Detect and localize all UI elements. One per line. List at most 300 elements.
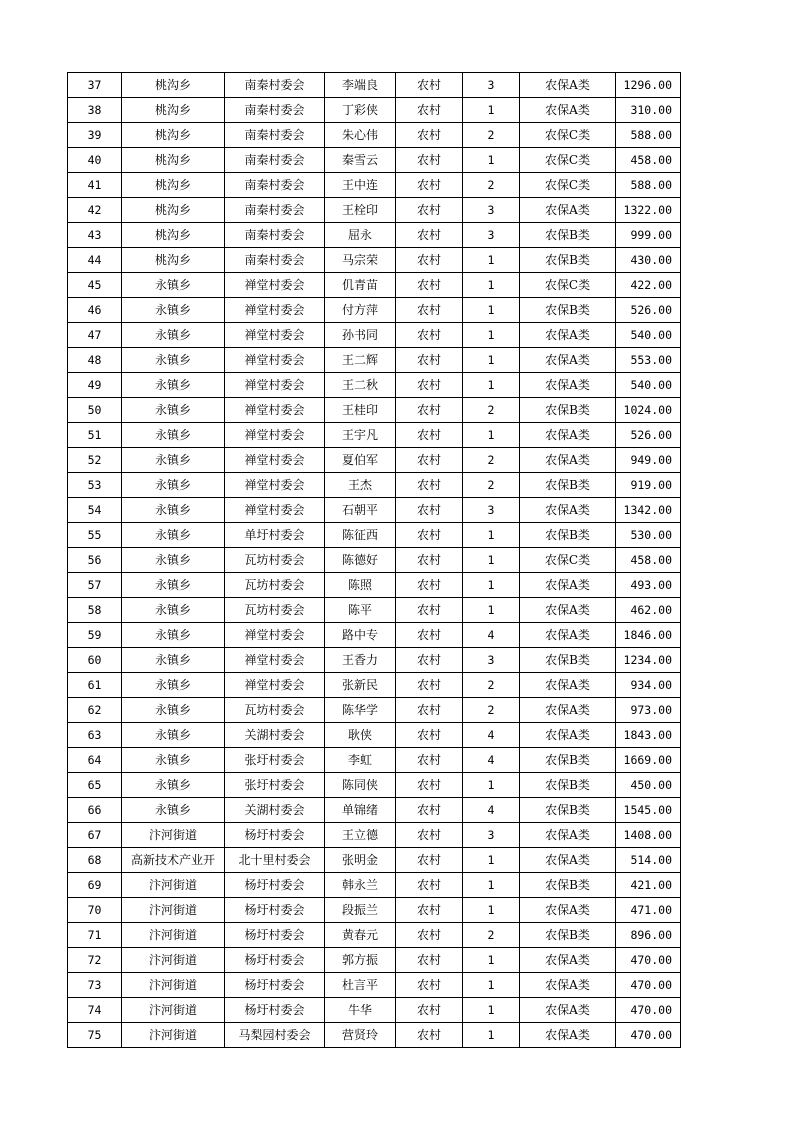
insurance-category-cell: 农保B类 <box>520 298 616 323</box>
area-type-cell: 农村 <box>396 998 463 1023</box>
table-row <box>68 398 681 423</box>
township-cell: 永镇乡 <box>122 523 225 548</box>
row-number-cell: 38 <box>68 98 122 123</box>
village-cell: 禅堂村委会 <box>225 673 325 698</box>
insurance-category-cell: 农保B类 <box>520 923 616 948</box>
township-cell: 高新技术产业开 <box>122 848 225 873</box>
household-count-cell: 1 <box>463 298 520 323</box>
table-row <box>68 623 681 648</box>
row-number-cell: 69 <box>68 873 122 898</box>
village-cell: 瓦坊村委会 <box>225 698 325 723</box>
village-cell: 杨圩村委会 <box>225 873 325 898</box>
amount-cell: 1322.00 <box>616 198 681 223</box>
person-name-cell: 秦雪云 <box>325 148 396 173</box>
row-number-cell: 53 <box>68 473 122 498</box>
person-name-cell: 营贤玲 <box>325 1023 396 1048</box>
person-name-cell: 王栓印 <box>325 198 396 223</box>
area-type-cell: 农村 <box>396 148 463 173</box>
insurance-category-cell: 农保B类 <box>520 873 616 898</box>
table-row <box>68 73 681 98</box>
area-type-cell: 农村 <box>396 598 463 623</box>
row-number-cell: 52 <box>68 448 122 473</box>
person-name-cell: 王桂印 <box>325 398 396 423</box>
insurance-category-cell: 农保B类 <box>520 473 616 498</box>
township-cell: 永镇乡 <box>122 623 225 648</box>
village-cell: 南秦村委会 <box>225 148 325 173</box>
township-cell: 汴河街道 <box>122 873 225 898</box>
insurance-category-cell: 农保A类 <box>520 673 616 698</box>
area-type-cell: 农村 <box>396 723 463 748</box>
row-number-cell: 62 <box>68 698 122 723</box>
household-count-cell: 4 <box>463 723 520 748</box>
household-count-cell: 1 <box>463 573 520 598</box>
row-number-cell: 51 <box>68 423 122 448</box>
township-cell: 桃沟乡 <box>122 73 225 98</box>
household-count-cell: 3 <box>463 498 520 523</box>
village-cell: 杨圩村委会 <box>225 898 325 923</box>
row-number-cell: 54 <box>68 498 122 523</box>
area-type-cell: 农村 <box>396 973 463 998</box>
area-type-cell: 农村 <box>396 198 463 223</box>
village-cell: 禅堂村委会 <box>225 398 325 423</box>
area-type-cell: 农村 <box>396 448 463 473</box>
township-cell: 汴河街道 <box>122 1023 225 1048</box>
township-cell: 永镇乡 <box>122 273 225 298</box>
village-cell: 关湖村委会 <box>225 723 325 748</box>
row-number-cell: 72 <box>68 948 122 973</box>
area-type-cell: 农村 <box>396 823 463 848</box>
household-count-cell: 2 <box>463 173 520 198</box>
person-name-cell: 单锦绪 <box>325 798 396 823</box>
village-cell: 禅堂村委会 <box>225 648 325 673</box>
area-type-cell: 农村 <box>396 348 463 373</box>
insurance-category-cell: 农保B类 <box>520 748 616 773</box>
village-cell: 南秦村委会 <box>225 73 325 98</box>
area-type-cell: 农村 <box>396 473 463 498</box>
table-row <box>68 548 681 573</box>
table-row <box>68 198 681 223</box>
insurance-category-cell: 农保A类 <box>520 373 616 398</box>
insurance-category-cell: 农保A类 <box>520 823 616 848</box>
insurance-category-cell: 农保A类 <box>520 723 616 748</box>
amount-cell: 470.00 <box>616 948 681 973</box>
township-cell: 桃沟乡 <box>122 248 225 273</box>
amount-cell: 1843.00 <box>616 723 681 748</box>
person-name-cell: 王二辉 <box>325 348 396 373</box>
area-type-cell: 农村 <box>396 98 463 123</box>
township-cell: 永镇乡 <box>122 348 225 373</box>
township-cell: 永镇乡 <box>122 423 225 448</box>
row-number-cell: 73 <box>68 973 122 998</box>
area-type-cell: 农村 <box>396 173 463 198</box>
amount-cell: 1669.00 <box>616 748 681 773</box>
area-type-cell: 农村 <box>396 423 463 448</box>
insurance-category-cell: 农保B类 <box>520 773 616 798</box>
row-number-cell: 45 <box>68 273 122 298</box>
table-body <box>68 73 681 1048</box>
amount-cell: 540.00 <box>616 373 681 398</box>
household-count-cell: 1 <box>463 998 520 1023</box>
table-row <box>68 898 681 923</box>
row-number-cell: 75 <box>68 1023 122 1048</box>
person-name-cell: 夏伯军 <box>325 448 396 473</box>
amount-cell: 896.00 <box>616 923 681 948</box>
area-type-cell: 农村 <box>396 398 463 423</box>
insurance-category-cell: 农保A类 <box>520 323 616 348</box>
village-cell: 张圩村委会 <box>225 773 325 798</box>
insurance-category-cell: 农保C类 <box>520 123 616 148</box>
person-name-cell: 路中专 <box>325 623 396 648</box>
township-cell: 永镇乡 <box>122 323 225 348</box>
township-cell: 永镇乡 <box>122 748 225 773</box>
amount-cell: 553.00 <box>616 348 681 373</box>
insurance-category-cell: 农保A类 <box>520 423 616 448</box>
table-row <box>68 223 681 248</box>
table-row <box>68 973 681 998</box>
row-number-cell: 74 <box>68 998 122 1023</box>
amount-cell: 450.00 <box>616 773 681 798</box>
table-row <box>68 148 681 173</box>
insurance-category-cell: 农保A类 <box>520 573 616 598</box>
amount-cell: 470.00 <box>616 998 681 1023</box>
table-row <box>68 873 681 898</box>
township-cell: 永镇乡 <box>122 798 225 823</box>
insurance-category-cell: 农保C类 <box>520 173 616 198</box>
township-cell: 桃沟乡 <box>122 98 225 123</box>
area-type-cell: 农村 <box>396 373 463 398</box>
insurance-category-cell: 农保C类 <box>520 148 616 173</box>
person-name-cell: 李虹 <box>325 748 396 773</box>
household-count-cell: 1 <box>463 273 520 298</box>
area-type-cell: 农村 <box>396 323 463 348</box>
household-count-cell: 1 <box>463 773 520 798</box>
amount-cell: 1234.00 <box>616 648 681 673</box>
person-name-cell: 付方萍 <box>325 298 396 323</box>
village-cell: 关湖村委会 <box>225 798 325 823</box>
area-type-cell: 农村 <box>396 773 463 798</box>
village-cell: 杨圩村委会 <box>225 923 325 948</box>
insurance-category-cell: 农保B类 <box>520 648 616 673</box>
row-number-cell: 50 <box>68 398 122 423</box>
township-cell: 永镇乡 <box>122 448 225 473</box>
township-cell: 永镇乡 <box>122 298 225 323</box>
village-cell: 禅堂村委会 <box>225 348 325 373</box>
amount-cell: 526.00 <box>616 298 681 323</box>
village-cell: 杨圩村委会 <box>225 973 325 998</box>
person-name-cell: 黄春元 <box>325 923 396 948</box>
row-number-cell: 55 <box>68 523 122 548</box>
household-count-cell: 4 <box>463 748 520 773</box>
table-row <box>68 773 681 798</box>
area-type-cell: 农村 <box>396 923 463 948</box>
household-count-cell: 1 <box>463 148 520 173</box>
area-type-cell: 农村 <box>396 548 463 573</box>
insurance-category-cell: 农保B类 <box>520 248 616 273</box>
amount-cell: 1545.00 <box>616 798 681 823</box>
row-number-cell: 57 <box>68 573 122 598</box>
amount-cell: 1408.00 <box>616 823 681 848</box>
area-type-cell: 农村 <box>396 623 463 648</box>
village-cell: 杨圩村委会 <box>225 823 325 848</box>
row-number-cell: 44 <box>68 248 122 273</box>
person-name-cell: 耿侠 <box>325 723 396 748</box>
table-row <box>68 348 681 373</box>
person-name-cell: 陈照 <box>325 573 396 598</box>
insurance-category-cell: 农保A类 <box>520 1023 616 1048</box>
person-name-cell: 王杰 <box>325 473 396 498</box>
table-row <box>68 798 681 823</box>
area-type-cell: 农村 <box>396 873 463 898</box>
area-type-cell: 农村 <box>396 73 463 98</box>
village-cell: 北十里村委会 <box>225 848 325 873</box>
insurance-category-cell: 农保C类 <box>520 273 616 298</box>
person-name-cell: 朱心伟 <box>325 123 396 148</box>
table-row <box>68 923 681 948</box>
amount-cell: 471.00 <box>616 898 681 923</box>
township-cell: 永镇乡 <box>122 398 225 423</box>
amount-cell: 999.00 <box>616 223 681 248</box>
village-cell: 单圩村委会 <box>225 523 325 548</box>
insurance-category-cell: 农保A类 <box>520 848 616 873</box>
table-row <box>68 273 681 298</box>
amount-cell: 530.00 <box>616 523 681 548</box>
household-count-cell: 1 <box>463 873 520 898</box>
village-cell: 禅堂村委会 <box>225 298 325 323</box>
row-number-cell: 47 <box>68 323 122 348</box>
village-cell: 南秦村委会 <box>225 198 325 223</box>
village-cell: 南秦村委会 <box>225 123 325 148</box>
household-count-cell: 1 <box>463 848 520 873</box>
person-name-cell: 石朝平 <box>325 498 396 523</box>
amount-cell: 1024.00 <box>616 398 681 423</box>
table-row <box>68 748 681 773</box>
township-cell: 永镇乡 <box>122 573 225 598</box>
amount-cell: 540.00 <box>616 323 681 348</box>
row-number-cell: 71 <box>68 923 122 948</box>
area-type-cell: 农村 <box>396 1023 463 1048</box>
row-number-cell: 67 <box>68 823 122 848</box>
row-number-cell: 58 <box>68 598 122 623</box>
township-cell: 汴河街道 <box>122 823 225 848</box>
household-count-cell: 3 <box>463 73 520 98</box>
household-count-cell: 1 <box>463 523 520 548</box>
amount-cell: 493.00 <box>616 573 681 598</box>
person-name-cell: 牛华 <box>325 998 396 1023</box>
area-type-cell: 农村 <box>396 248 463 273</box>
row-number-cell: 43 <box>68 223 122 248</box>
township-cell: 永镇乡 <box>122 598 225 623</box>
table-row <box>68 998 681 1023</box>
person-name-cell: 马宗荣 <box>325 248 396 273</box>
village-cell: 南秦村委会 <box>225 223 325 248</box>
person-name-cell: 张明金 <box>325 848 396 873</box>
amount-cell: 421.00 <box>616 873 681 898</box>
village-cell: 禅堂村委会 <box>225 623 325 648</box>
person-name-cell: 王中连 <box>325 173 396 198</box>
amount-cell: 588.00 <box>616 173 681 198</box>
table-row <box>68 673 681 698</box>
person-name-cell: 王立德 <box>325 823 396 848</box>
table-row <box>68 573 681 598</box>
amount-cell: 949.00 <box>616 448 681 473</box>
table-row <box>68 648 681 673</box>
insurance-category-cell: 农保A类 <box>520 623 616 648</box>
row-number-cell: 41 <box>68 173 122 198</box>
household-count-cell: 4 <box>463 623 520 648</box>
table-row <box>68 523 681 548</box>
insurance-category-cell: 农保A类 <box>520 448 616 473</box>
amount-cell: 470.00 <box>616 973 681 998</box>
row-number-cell: 49 <box>68 373 122 398</box>
area-type-cell: 农村 <box>396 698 463 723</box>
table-row <box>68 698 681 723</box>
insurance-category-cell: 农保A类 <box>520 598 616 623</box>
area-type-cell: 农村 <box>396 898 463 923</box>
township-cell: 桃沟乡 <box>122 123 225 148</box>
township-cell: 永镇乡 <box>122 373 225 398</box>
household-count-cell: 1 <box>463 973 520 998</box>
person-name-cell: 陈同侠 <box>325 773 396 798</box>
table-row <box>68 598 681 623</box>
amount-cell: 934.00 <box>616 673 681 698</box>
township-cell: 永镇乡 <box>122 473 225 498</box>
area-type-cell: 农村 <box>396 573 463 598</box>
village-cell: 禅堂村委会 <box>225 423 325 448</box>
amount-cell: 458.00 <box>616 148 681 173</box>
insurance-category-cell: 农保A类 <box>520 973 616 998</box>
area-type-cell: 农村 <box>396 648 463 673</box>
household-count-cell: 2 <box>463 923 520 948</box>
township-cell: 汴河街道 <box>122 998 225 1023</box>
township-cell: 汴河街道 <box>122 923 225 948</box>
insurance-category-cell: 农保A类 <box>520 73 616 98</box>
household-count-cell: 1 <box>463 98 520 123</box>
person-name-cell: 张新民 <box>325 673 396 698</box>
amount-cell: 310.00 <box>616 98 681 123</box>
person-name-cell: 王宇凡 <box>325 423 396 448</box>
row-number-cell: 56 <box>68 548 122 573</box>
amount-cell: 526.00 <box>616 423 681 448</box>
amount-cell: 1342.00 <box>616 498 681 523</box>
area-type-cell: 农村 <box>396 798 463 823</box>
village-cell: 张圩村委会 <box>225 748 325 773</box>
insurance-category-cell: 农保B类 <box>520 798 616 823</box>
table-row <box>68 323 681 348</box>
row-number-cell: 70 <box>68 898 122 923</box>
insurance-category-cell: 农保A类 <box>520 698 616 723</box>
area-type-cell: 农村 <box>396 273 463 298</box>
household-count-cell: 1 <box>463 323 520 348</box>
table-row <box>68 823 681 848</box>
village-cell: 禅堂村委会 <box>225 473 325 498</box>
amount-cell: 919.00 <box>616 473 681 498</box>
amount-cell: 470.00 <box>616 1023 681 1048</box>
row-number-cell: 61 <box>68 673 122 698</box>
village-cell: 马梨园村委会 <box>225 1023 325 1048</box>
township-cell: 桃沟乡 <box>122 198 225 223</box>
insurance-category-cell: 农保B类 <box>520 523 616 548</box>
village-cell: 南秦村委会 <box>225 173 325 198</box>
township-cell: 永镇乡 <box>122 498 225 523</box>
household-count-cell: 3 <box>463 648 520 673</box>
village-cell: 禅堂村委会 <box>225 323 325 348</box>
table-row <box>68 723 681 748</box>
row-number-cell: 66 <box>68 798 122 823</box>
township-cell: 永镇乡 <box>122 548 225 573</box>
row-number-cell: 37 <box>68 73 122 98</box>
insurance-category-cell: 农保A类 <box>520 98 616 123</box>
household-count-cell: 1 <box>463 248 520 273</box>
village-cell: 禅堂村委会 <box>225 448 325 473</box>
insurance-category-cell: 农保B类 <box>520 223 616 248</box>
insurance-category-cell: 农保B类 <box>520 398 616 423</box>
insurance-category-cell: 农保C类 <box>520 548 616 573</box>
insurance-category-cell: 农保A类 <box>520 948 616 973</box>
person-name-cell: 段振兰 <box>325 898 396 923</box>
area-type-cell: 农村 <box>396 948 463 973</box>
household-count-cell: 2 <box>463 698 520 723</box>
row-number-cell: 46 <box>68 298 122 323</box>
household-count-cell: 1 <box>463 348 520 373</box>
household-count-cell: 1 <box>463 948 520 973</box>
household-count-cell: 4 <box>463 798 520 823</box>
amount-cell: 422.00 <box>616 273 681 298</box>
insurance-category-cell: 农保A类 <box>520 348 616 373</box>
village-cell: 瓦坊村委会 <box>225 573 325 598</box>
person-name-cell: 孙书同 <box>325 323 396 348</box>
area-type-cell: 农村 <box>396 848 463 873</box>
village-cell: 禅堂村委会 <box>225 273 325 298</box>
table-row <box>68 948 681 973</box>
table-row <box>68 423 681 448</box>
area-type-cell: 农村 <box>396 523 463 548</box>
township-cell: 桃沟乡 <box>122 173 225 198</box>
household-count-cell: 1 <box>463 373 520 398</box>
table-row <box>68 173 681 198</box>
amount-cell: 973.00 <box>616 698 681 723</box>
township-cell: 汴河街道 <box>122 898 225 923</box>
area-type-cell: 农村 <box>396 498 463 523</box>
amount-cell: 514.00 <box>616 848 681 873</box>
township-cell: 永镇乡 <box>122 723 225 748</box>
table-row <box>68 373 681 398</box>
household-count-cell: 2 <box>463 398 520 423</box>
household-count-cell: 1 <box>463 898 520 923</box>
person-name-cell: 陈德好 <box>325 548 396 573</box>
person-name-cell: 陈华学 <box>325 698 396 723</box>
row-number-cell: 48 <box>68 348 122 373</box>
area-type-cell: 农村 <box>396 223 463 248</box>
amount-cell: 430.00 <box>616 248 681 273</box>
person-name-cell: 王香力 <box>325 648 396 673</box>
area-type-cell: 农村 <box>396 298 463 323</box>
village-cell: 杨圩村委会 <box>225 998 325 1023</box>
household-count-cell: 1 <box>463 548 520 573</box>
township-cell: 永镇乡 <box>122 648 225 673</box>
person-name-cell: 陈征西 <box>325 523 396 548</box>
household-count-cell: 1 <box>463 423 520 448</box>
township-cell: 永镇乡 <box>122 673 225 698</box>
household-count-cell: 2 <box>463 123 520 148</box>
household-count-cell: 1 <box>463 598 520 623</box>
area-type-cell: 农村 <box>396 748 463 773</box>
table-row <box>68 248 681 273</box>
household-count-cell: 2 <box>463 673 520 698</box>
amount-cell: 462.00 <box>616 598 681 623</box>
township-cell: 桃沟乡 <box>122 148 225 173</box>
insurance-category-cell: 农保A类 <box>520 998 616 1023</box>
household-count-cell: 1 <box>463 1023 520 1048</box>
